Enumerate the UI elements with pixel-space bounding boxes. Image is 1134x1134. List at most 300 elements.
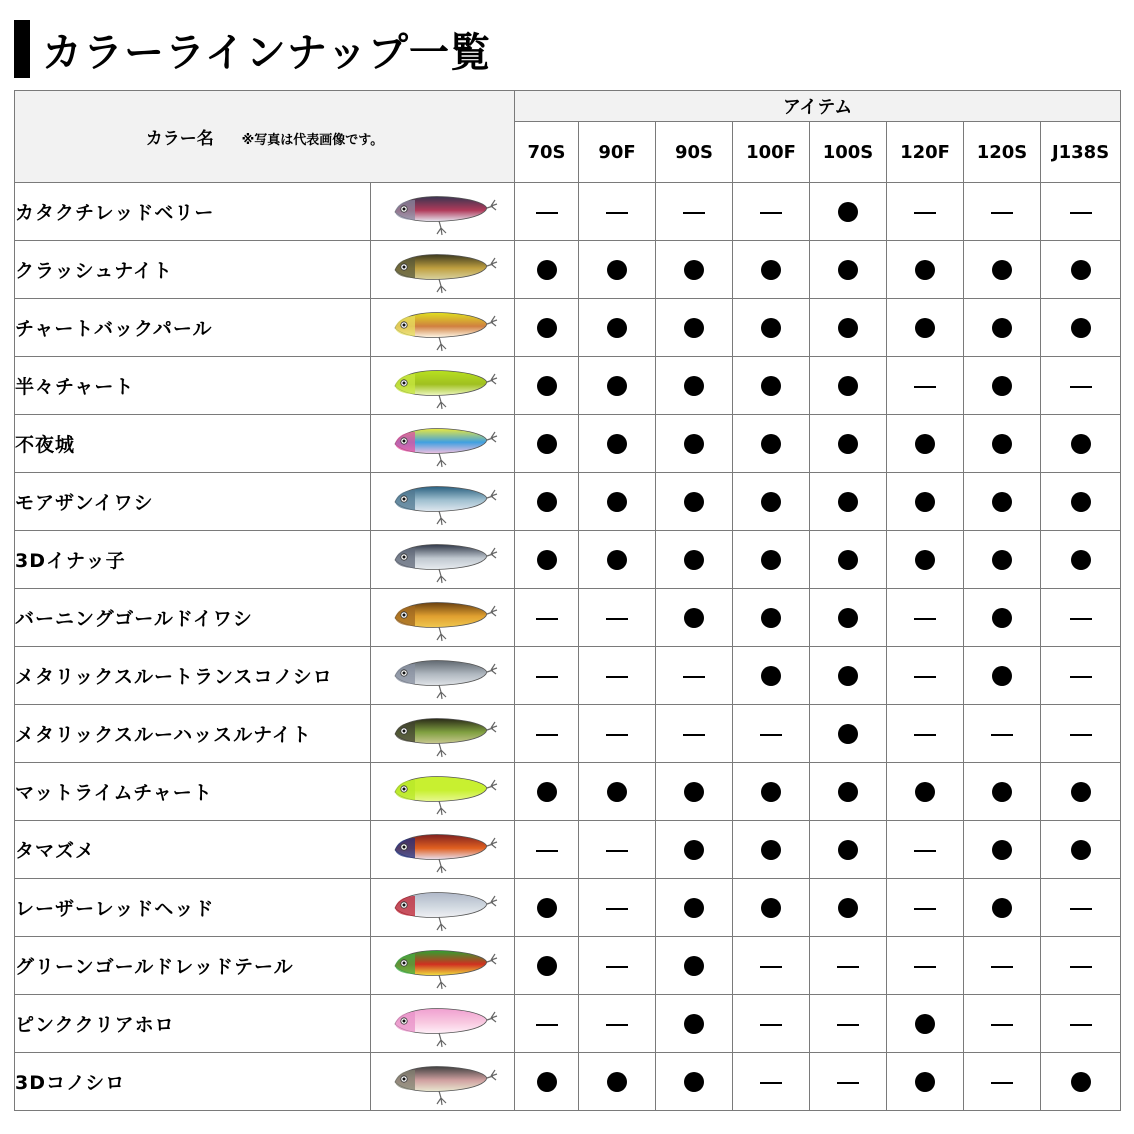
table-row	[15, 299, 1121, 357]
available-dot-icon	[1071, 782, 1091, 802]
availability-cell	[733, 241, 810, 299]
available-dot-icon	[684, 840, 704, 860]
available-dot-icon	[684, 898, 704, 918]
availability-cell	[887, 937, 964, 995]
available-dot-icon	[684, 782, 704, 802]
unavailable-dash-icon	[837, 1024, 859, 1026]
availability-cell	[810, 589, 887, 647]
available-dot-icon	[838, 260, 858, 280]
item-col-70s: 70S	[515, 122, 579, 183]
unavailable-dash-icon	[1070, 734, 1092, 736]
availability-cell	[964, 1053, 1041, 1111]
available-dot-icon	[684, 1014, 704, 1034]
unavailable-dash-icon	[837, 1082, 859, 1084]
lure-sardine-blue-icon	[387, 476, 499, 528]
lure-photo	[371, 183, 515, 241]
availability-cell	[656, 415, 733, 473]
availability-cell	[515, 415, 579, 473]
available-dot-icon	[915, 1072, 935, 1092]
unavailable-dash-icon	[1070, 908, 1092, 910]
lure-photo	[371, 763, 515, 821]
photo-note: ※写真は代表画像です。	[241, 133, 384, 148]
availability-cell	[964, 357, 1041, 415]
availability-cell	[887, 647, 964, 705]
table-row	[15, 763, 1121, 821]
unavailable-dash-icon	[1070, 1024, 1092, 1026]
availability-cell	[579, 415, 656, 473]
availability-cell	[964, 647, 1041, 705]
color-name-header	[15, 91, 515, 183]
color-name: モアザンイワシ	[15, 473, 371, 531]
availability-cell	[810, 183, 887, 241]
table-row	[15, 647, 1121, 705]
table-row	[15, 995, 1121, 1053]
availability-cell	[810, 995, 887, 1053]
available-dot-icon	[684, 492, 704, 512]
available-dot-icon	[838, 492, 858, 512]
lure-dark-gold-holo-icon	[387, 244, 499, 296]
table-row	[15, 937, 1121, 995]
available-dot-icon	[915, 434, 935, 454]
availability-cell	[810, 821, 887, 879]
available-dot-icon	[684, 376, 704, 396]
availability-cell	[810, 241, 887, 299]
available-dot-icon	[607, 550, 627, 570]
lure-lavender-silver-icon	[387, 186, 499, 238]
lure-photo	[371, 299, 515, 357]
color-name: ピンククリアホロ	[15, 995, 371, 1053]
availability-cell	[515, 879, 579, 937]
available-dot-icon	[915, 550, 935, 570]
available-dot-icon	[537, 956, 557, 976]
lure-photo	[371, 995, 515, 1053]
availability-cell	[515, 299, 579, 357]
lure-photo	[371, 879, 515, 937]
availability-cell	[733, 705, 810, 763]
unavailable-dash-icon	[536, 212, 558, 214]
color-name: メタリックスルーハッスルナイト	[15, 705, 371, 763]
title-accent-bar	[14, 20, 30, 78]
available-dot-icon	[992, 260, 1012, 280]
available-dot-icon	[607, 260, 627, 280]
unavailable-dash-icon	[914, 734, 936, 736]
available-dot-icon	[838, 724, 858, 744]
available-dot-icon	[537, 376, 557, 396]
available-dot-icon	[537, 434, 557, 454]
color-name: タマズメ	[15, 821, 371, 879]
available-dot-icon	[1071, 318, 1091, 338]
availability-cell	[964, 183, 1041, 241]
available-dot-icon	[761, 492, 781, 512]
unavailable-dash-icon	[760, 734, 782, 736]
unavailable-dash-icon	[914, 908, 936, 910]
availability-cell	[656, 531, 733, 589]
available-dot-icon	[537, 782, 557, 802]
unavailable-dash-icon	[760, 966, 782, 968]
available-dot-icon	[537, 898, 557, 918]
lure-neon-pink-yellow-icon	[387, 418, 499, 470]
availability-cell	[515, 995, 579, 1053]
available-dot-icon	[838, 434, 858, 454]
available-dot-icon	[838, 782, 858, 802]
item-col-100f: 100F	[733, 122, 810, 183]
available-dot-icon	[684, 608, 704, 628]
lure-half-chart-icon	[387, 360, 499, 412]
color-name: メタリックスルートランスコノシロ	[15, 647, 371, 705]
unavailable-dash-icon	[760, 212, 782, 214]
lure-photo	[371, 647, 515, 705]
unavailable-dash-icon	[683, 676, 705, 678]
color-name: グリーンゴールドレッドテール	[15, 937, 371, 995]
availability-cell	[515, 241, 579, 299]
availability-cell	[1041, 1053, 1121, 1111]
availability-cell	[515, 1053, 579, 1111]
availability-cell	[733, 937, 810, 995]
available-dot-icon	[838, 666, 858, 686]
color-name: マットライムチャート	[15, 763, 371, 821]
availability-cell	[733, 995, 810, 1053]
item-col-120f: 120F	[887, 122, 964, 183]
availability-cell	[1041, 183, 1121, 241]
available-dot-icon	[761, 898, 781, 918]
availability-cell	[656, 299, 733, 357]
availability-cell	[656, 763, 733, 821]
availability-cell	[1041, 589, 1121, 647]
availability-cell	[733, 299, 810, 357]
color-name-label: カラー名	[145, 129, 214, 149]
availability-cell	[887, 1053, 964, 1111]
unavailable-dash-icon	[914, 212, 936, 214]
availability-cell	[579, 879, 656, 937]
availability-cell	[515, 647, 579, 705]
unavailable-dash-icon	[606, 618, 628, 620]
availability-cell	[964, 763, 1041, 821]
table-row	[15, 357, 1121, 415]
color-lineup-table	[14, 90, 1121, 1111]
unavailable-dash-icon	[914, 618, 936, 620]
availability-cell	[887, 589, 964, 647]
lure-photo	[371, 241, 515, 299]
available-dot-icon	[838, 550, 858, 570]
lure-photo	[371, 589, 515, 647]
availability-cell	[656, 357, 733, 415]
available-dot-icon	[607, 376, 627, 396]
availability-cell	[887, 415, 964, 473]
lure-matt-lime-icon	[387, 766, 499, 818]
availability-cell	[733, 879, 810, 937]
availability-cell	[887, 183, 964, 241]
available-dot-icon	[992, 318, 1012, 338]
availability-cell	[579, 299, 656, 357]
availability-cell	[656, 241, 733, 299]
availability-cell	[1041, 937, 1121, 995]
availability-cell	[579, 647, 656, 705]
unavailable-dash-icon	[760, 1082, 782, 1084]
availability-cell	[810, 937, 887, 995]
lure-metallic-gizzard-icon	[387, 650, 499, 702]
availability-cell	[515, 589, 579, 647]
lure-tamazume-icon	[387, 824, 499, 876]
available-dot-icon	[992, 550, 1012, 570]
lure-red-head-icon	[387, 882, 499, 934]
availability-cell	[1041, 473, 1121, 531]
availability-cell	[1041, 531, 1121, 589]
available-dot-icon	[915, 492, 935, 512]
lure-photo	[371, 705, 515, 763]
availability-cell	[887, 357, 964, 415]
availability-cell	[515, 357, 579, 415]
available-dot-icon	[838, 840, 858, 860]
available-dot-icon	[537, 260, 557, 280]
availability-cell	[656, 705, 733, 763]
unavailable-dash-icon	[760, 1024, 782, 1026]
unavailable-dash-icon	[914, 966, 936, 968]
color-name: カタクチレッドベリー	[15, 183, 371, 241]
available-dot-icon	[1071, 1072, 1091, 1092]
color-name: クラッシュナイト	[15, 241, 371, 299]
lure-metallic-night-icon	[387, 708, 499, 760]
available-dot-icon	[684, 260, 704, 280]
table-row	[15, 1053, 1121, 1111]
availability-cell	[515, 183, 579, 241]
table-row	[15, 241, 1121, 299]
available-dot-icon	[607, 492, 627, 512]
available-dot-icon	[761, 840, 781, 860]
availability-cell	[1041, 821, 1121, 879]
availability-cell	[515, 763, 579, 821]
available-dot-icon	[1071, 550, 1091, 570]
unavailable-dash-icon	[606, 676, 628, 678]
availability-cell	[1041, 357, 1121, 415]
unavailable-dash-icon	[991, 1082, 1013, 1084]
unavailable-dash-icon	[1070, 676, 1092, 678]
availability-cell	[656, 183, 733, 241]
item-col-90f: 90F	[579, 122, 656, 183]
availability-cell	[579, 821, 656, 879]
availability-cell	[887, 531, 964, 589]
availability-cell	[810, 473, 887, 531]
available-dot-icon	[838, 608, 858, 628]
lure-burning-gold-icon	[387, 592, 499, 644]
available-dot-icon	[992, 782, 1012, 802]
availability-cell	[1041, 879, 1121, 937]
availability-cell	[733, 647, 810, 705]
unavailable-dash-icon	[914, 676, 936, 678]
availability-cell	[579, 995, 656, 1053]
availability-cell	[1041, 415, 1121, 473]
availability-cell	[1041, 995, 1121, 1053]
unavailable-dash-icon	[914, 386, 936, 388]
availability-cell	[887, 241, 964, 299]
availability-cell	[579, 357, 656, 415]
available-dot-icon	[915, 260, 935, 280]
availability-cell	[1041, 241, 1121, 299]
available-dot-icon	[915, 782, 935, 802]
color-name: レーザーレッドヘッド	[15, 879, 371, 937]
available-dot-icon	[607, 1072, 627, 1092]
availability-cell	[964, 705, 1041, 763]
unavailable-dash-icon	[606, 212, 628, 214]
availability-cell	[810, 415, 887, 473]
available-dot-icon	[1071, 840, 1091, 860]
available-dot-icon	[992, 434, 1012, 454]
unavailable-dash-icon	[606, 908, 628, 910]
availability-cell	[1041, 705, 1121, 763]
unavailable-dash-icon	[606, 734, 628, 736]
available-dot-icon	[761, 318, 781, 338]
availability-cell	[733, 821, 810, 879]
availability-cell	[964, 531, 1041, 589]
lure-photo	[371, 531, 515, 589]
color-name: チャートバックパール	[15, 299, 371, 357]
availability-cell	[656, 1053, 733, 1111]
lure-photo	[371, 357, 515, 415]
unavailable-dash-icon	[991, 1024, 1013, 1026]
table-row	[15, 183, 1121, 241]
availability-cell	[887, 705, 964, 763]
lure-photo	[371, 821, 515, 879]
availability-cell	[1041, 763, 1121, 821]
availability-cell	[1041, 299, 1121, 357]
available-dot-icon	[684, 550, 704, 570]
availability-cell	[887, 995, 964, 1053]
table-row	[15, 705, 1121, 763]
table-row	[15, 531, 1121, 589]
unavailable-dash-icon	[837, 966, 859, 968]
availability-cell	[733, 589, 810, 647]
availability-cell	[579, 1053, 656, 1111]
unavailable-dash-icon	[536, 676, 558, 678]
available-dot-icon	[838, 376, 858, 396]
availability-cell	[810, 705, 887, 763]
page-title: カラーラインナップ一覧	[42, 29, 491, 76]
availability-cell	[810, 1053, 887, 1111]
availability-cell	[656, 473, 733, 531]
table-row	[15, 589, 1121, 647]
availability-cell	[656, 647, 733, 705]
unavailable-dash-icon	[606, 850, 628, 852]
available-dot-icon	[761, 260, 781, 280]
availability-cell	[964, 241, 1041, 299]
availability-cell	[579, 589, 656, 647]
available-dot-icon	[607, 782, 627, 802]
unavailable-dash-icon	[606, 966, 628, 968]
availability-cell	[733, 473, 810, 531]
unavailable-dash-icon	[1070, 618, 1092, 620]
unavailable-dash-icon	[536, 850, 558, 852]
available-dot-icon	[684, 434, 704, 454]
color-name: 3Dイナッ子	[15, 531, 371, 589]
availability-cell	[579, 183, 656, 241]
item-col-120s: 120S	[964, 122, 1041, 183]
lure-photo	[371, 1053, 515, 1111]
availability-cell	[733, 1053, 810, 1111]
lure-3d-silver-icon	[387, 534, 499, 586]
availability-cell	[579, 763, 656, 821]
availability-cell	[964, 937, 1041, 995]
available-dot-icon	[761, 550, 781, 570]
availability-cell	[810, 357, 887, 415]
available-dot-icon	[537, 1072, 557, 1092]
availability-cell	[810, 879, 887, 937]
unavailable-dash-icon	[606, 1024, 628, 1026]
availability-cell	[515, 531, 579, 589]
lure-chart-pearl-icon	[387, 302, 499, 354]
unavailable-dash-icon	[991, 734, 1013, 736]
available-dot-icon	[838, 898, 858, 918]
unavailable-dash-icon	[914, 850, 936, 852]
availability-cell	[733, 531, 810, 589]
availability-cell	[733, 357, 810, 415]
availability-cell	[810, 531, 887, 589]
availability-cell	[964, 415, 1041, 473]
available-dot-icon	[761, 608, 781, 628]
availability-cell	[656, 995, 733, 1053]
color-name: 3Dコノシロ	[15, 1053, 371, 1111]
unavailable-dash-icon	[1070, 966, 1092, 968]
availability-cell	[964, 879, 1041, 937]
available-dot-icon	[537, 318, 557, 338]
availability-cell	[810, 299, 887, 357]
availability-cell	[964, 299, 1041, 357]
availability-cell	[656, 589, 733, 647]
availability-cell	[656, 937, 733, 995]
availability-cell	[579, 937, 656, 995]
availability-cell	[733, 183, 810, 241]
availability-cell	[515, 705, 579, 763]
available-dot-icon	[537, 492, 557, 512]
item-col-j138s: J138S	[1041, 122, 1121, 183]
title-block	[14, 20, 491, 78]
table-row	[15, 821, 1121, 879]
available-dot-icon	[761, 434, 781, 454]
availability-cell	[579, 705, 656, 763]
availability-cell	[656, 879, 733, 937]
available-dot-icon	[607, 434, 627, 454]
available-dot-icon	[838, 318, 858, 338]
availability-cell	[579, 241, 656, 299]
unavailable-dash-icon	[1070, 212, 1092, 214]
available-dot-icon	[992, 608, 1012, 628]
item-col-100s: 100S	[810, 122, 887, 183]
available-dot-icon	[1071, 434, 1091, 454]
lure-pink-clear-icon	[387, 998, 499, 1050]
lure-photo	[371, 937, 515, 995]
availability-cell	[964, 589, 1041, 647]
available-dot-icon	[992, 840, 1012, 860]
item-header: アイテム	[515, 91, 1121, 122]
availability-cell	[887, 879, 964, 937]
available-dot-icon	[915, 1014, 935, 1034]
color-name: バーニングゴールドイワシ	[15, 589, 371, 647]
lure-photo	[371, 415, 515, 473]
available-dot-icon	[684, 1072, 704, 1092]
color-name: 半々チャート	[15, 357, 371, 415]
availability-cell	[515, 937, 579, 995]
available-dot-icon	[992, 666, 1012, 686]
available-dot-icon	[838, 202, 858, 222]
availability-cell	[656, 821, 733, 879]
availability-cell	[964, 995, 1041, 1053]
available-dot-icon	[992, 898, 1012, 918]
availability-cell	[964, 821, 1041, 879]
availability-cell	[964, 473, 1041, 531]
unavailable-dash-icon	[683, 212, 705, 214]
available-dot-icon	[915, 318, 935, 338]
table-row	[15, 415, 1121, 473]
unavailable-dash-icon	[536, 734, 558, 736]
available-dot-icon	[992, 376, 1012, 396]
